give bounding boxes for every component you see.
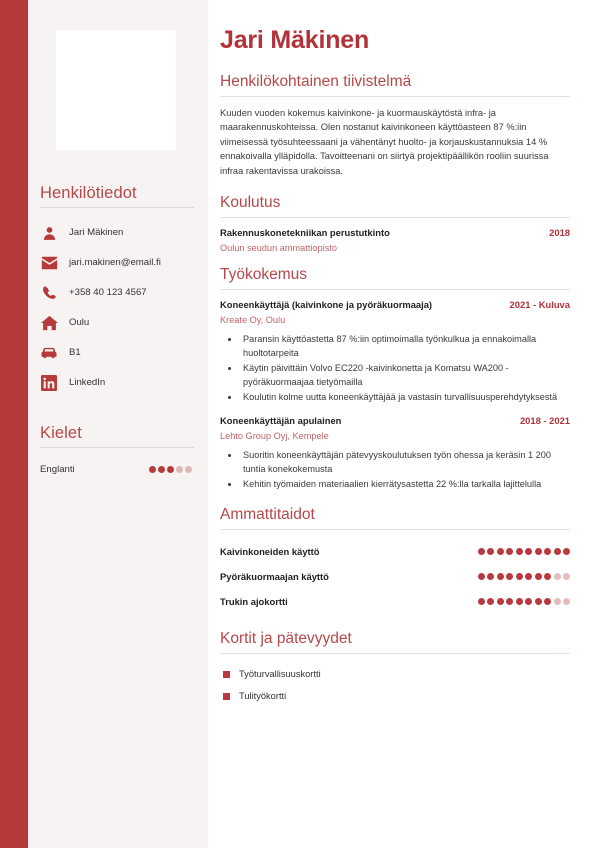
rating-dot [516,598,523,605]
skill-rating-dots [478,548,571,555]
entry-header [220,415,570,428]
phone-icon [40,284,58,302]
contact-value: jari.makinen@email.fi [69,257,161,269]
linkedin-icon [40,374,58,392]
entry-subtitle: Kreate Oy, Oulu [220,314,286,325]
sidebar-personal-divider [40,207,194,208]
skill-row [220,589,570,614]
certificate-label: Työturvallisuuskortti [239,669,321,680]
entry-title: Koneenkäyttäjä (kaivinkone ja pyöräkuormaaja) [220,299,433,311]
list-item [220,663,570,685]
bullet-item: • Käytin päivittäin Volvo EC220 -kaivinkonetta ja Komatsu WA200 -pyöräkuormaajaa tietyömailla [240,362,570,390]
language-rating-dots [149,466,192,473]
contact-value: +358 40 123 4567 [69,287,147,299]
contact-value: Jari Mäkinen [69,227,124,239]
entry-bullets [220,449,570,492]
sidebar-section-languages [38,424,194,475]
section-certificates [220,630,570,707]
rating-dot [176,466,183,473]
sidebar-languages-divider [40,447,194,448]
bullet-item: • Suoritin koneenkäyttäjän pätevyyskoulutuksen työn ohessa ja keräsin 1 200 tuntia konekokemusta [240,449,570,477]
rating-dot [563,573,570,580]
entry-header [220,227,570,240]
rating-dot [554,573,561,580]
work-entry [220,299,570,405]
rating-dot [478,573,485,580]
summary-text: Kuuden vuoden kokemus kaivinkone- ja kuormauskäytöstä infra- ja maarakennuskohteissa. Olen nostanut kaivinkoneen käyttöasteen 87 %:iin viimeisessä työsuhteessaani ja vähentänyt huolto- ja korjauskustannuksia 14 % ennakoivalla ylläpidolla. Tavoitteenani on siirtyä projektipäällikön rooliin suurissa infraa rakentavissa urakoissa. [220,108,549,176]
square-bullet-icon [223,693,230,700]
contact-value: B1 [69,347,81,359]
rating-dot [487,548,494,555]
skill-name: Pyöräkuormaajan käyttö [220,571,329,583]
rating-dot [535,573,542,580]
section-summary [220,73,570,178]
contact-item-location [38,308,194,338]
rating-dot [185,466,192,473]
home-icon [40,314,58,332]
section-certificates-divider [220,653,570,654]
certificate-list [220,663,570,707]
section-work-title: Työkokemus [220,266,308,284]
rating-dot [167,466,174,473]
rating-dot [487,573,494,580]
rating-dot [535,598,542,605]
skill-row [220,539,570,564]
profile-photo-placeholder [56,30,176,150]
entry-date: 2018 - 2021 [519,415,570,427]
skill-rating-dots [478,598,571,605]
envelope-icon [40,254,58,272]
rating-dot [516,548,523,555]
section-skills-divider [220,529,570,530]
rating-dot [544,598,551,605]
rating-dot [497,598,504,605]
section-certificates-title: Kortit ja pätevyydet [220,630,352,648]
education-entry [220,227,570,254]
section-education-divider [220,217,570,218]
bullet-item: • Paransin käyttöastetta 87 %:iin optimoimalla työnkulkua ja ennakoimalla huoltotarpeita [240,333,570,361]
contact-item-email[interactable] [38,248,194,278]
section-work-divider [220,289,570,290]
entry-header [220,299,570,312]
rating-dot [506,598,513,605]
rating-dot [535,548,542,555]
section-education [220,194,570,254]
main-content [208,0,600,848]
rating-dot [525,598,532,605]
section-summary-divider [220,96,570,97]
rating-dot [506,548,513,555]
contact-item-name [38,218,194,248]
bullet-item: • Koulutin kolme uutta koneenkäyttäjää ja vastasin turvallisuusperehdytyksestä [240,391,570,405]
rating-dot [544,573,551,580]
skill-name: Kaivinkoneiden käyttö [220,546,320,558]
entry-subtitle: Lehto Group Oyj, Kempele [220,430,329,441]
left-accent-bar [0,0,28,848]
contact-item-drivers-license [38,338,194,368]
sidebar-languages-title: Kielet [40,424,82,442]
contact-item-phone[interactable] [38,278,194,308]
rating-dot [563,548,570,555]
entry-title: Rakennuskonetekniikan perustutkinto [220,227,390,239]
rating-dot [563,598,570,605]
rating-dot [487,598,494,605]
rating-dot [544,548,551,555]
language-name: Englanti [40,464,75,475]
square-bullet-icon [223,671,230,678]
work-entry [220,415,570,492]
person-icon [40,224,58,242]
language-row [38,458,194,475]
section-work-experience [220,266,570,492]
entry-date: 2018 [549,227,570,239]
entry-date: 2021 - Kuluva [509,299,570,311]
skill-row [220,564,570,589]
section-education-title: Koulutus [220,194,281,212]
certificate-label: Tulityökortti [239,691,287,702]
rating-dot [525,548,532,555]
section-skills-title: Ammattitaidot [220,506,315,524]
page-title: Jari Mäkinen [220,26,370,54]
rating-dot [506,573,513,580]
sidebar-section-personal [38,184,194,398]
contact-list [38,218,194,398]
rating-dot [525,573,532,580]
entry-subtitle: Oulun seudun ammattiopisto [220,242,337,253]
entry-bullets [220,333,570,405]
bullet-item: • Kehitin työmaiden materiaalien kierrätysastetta 22 %:lla tarkalla lajittelulla [240,478,570,492]
contact-value: LinkedIn [69,377,106,389]
car-icon [40,344,58,362]
rating-dot [478,548,485,555]
section-summary-title: Henkilökohtainen tiivistelmä [220,73,412,90]
entry-title: Koneenkäyttäjän apulainen [220,415,342,427]
sidebar-personal-title: Henkilötiedot [40,184,137,202]
section-skills [220,506,570,614]
contact-value: Oulu [69,317,90,329]
rating-dot [554,548,561,555]
skill-rating-dots [478,573,571,580]
rating-dot [516,573,523,580]
rating-dot [158,466,165,473]
rating-dot [149,466,156,473]
rating-dot [497,548,504,555]
contact-item-linkedin[interactable] [38,368,194,398]
list-item [220,685,570,707]
rating-dot [497,573,504,580]
rating-dot [478,598,485,605]
skill-name: Trukin ajokortti [220,596,288,608]
rating-dot [554,598,561,605]
sidebar [28,0,208,848]
